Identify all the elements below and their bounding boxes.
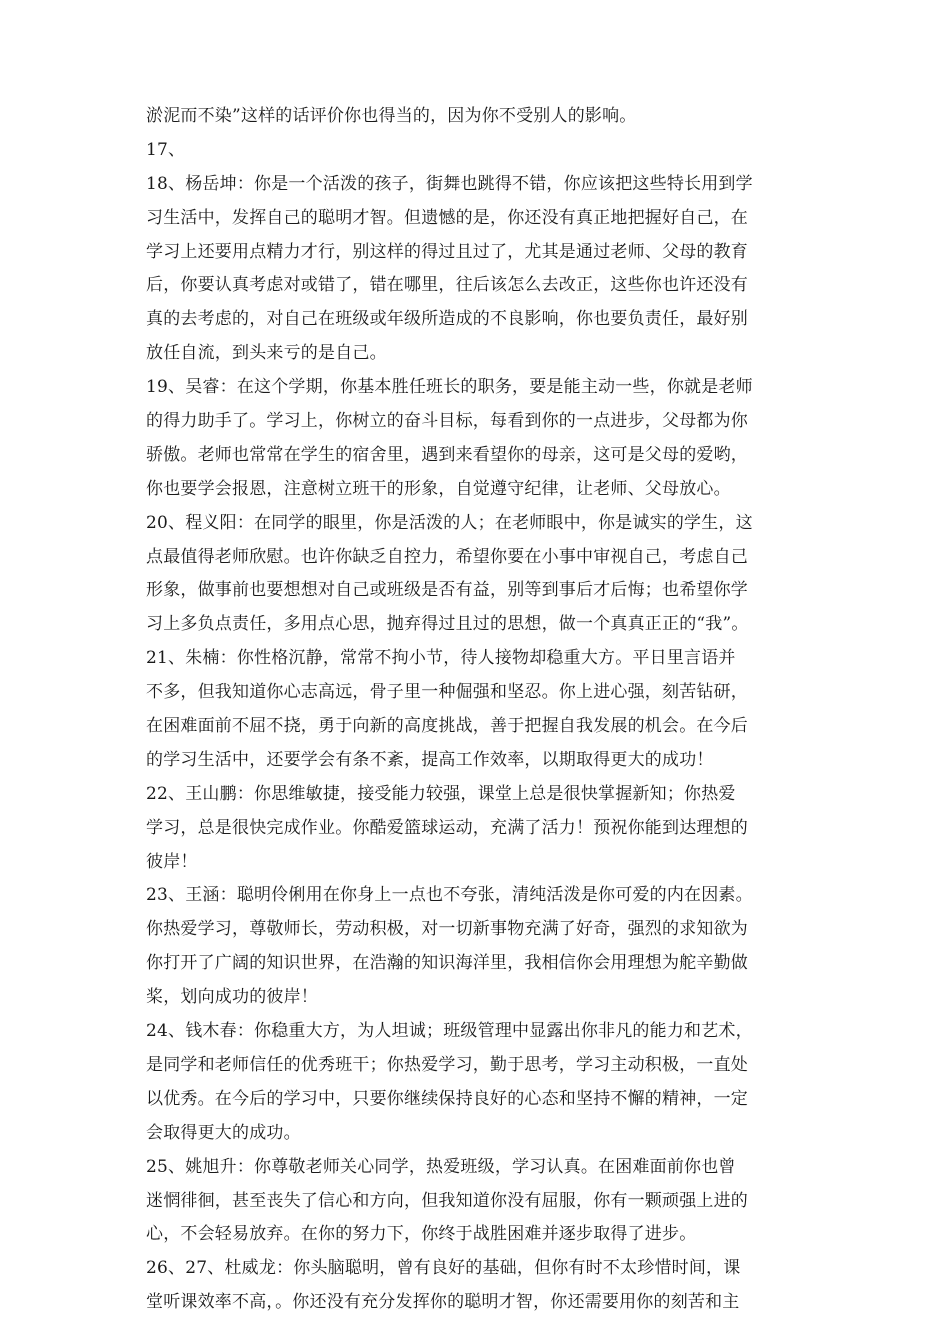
text-line: 23、王涵：聪明伶俐用在你身上一点也不夸张，清纯活泼是你可爱的内在因素。	[146, 885, 753, 906]
text-line: 习生活中，发挥自己的聪明才智。但遗憾的是，你还没有真正地把握好自己，在	[146, 207, 748, 228]
text-line: 21、朱楠：你性格沉静，常常不拘小节，待人接物却稳重大方。平日里言语并	[146, 648, 736, 669]
text-line: 习上多负点责任，多用点心思，抛弃得过且过的思想，做一个真真正正的“我”。	[146, 614, 749, 635]
document-body	[146, 100, 818, 1320]
text-line: 桨，划向成功的彼岸！	[146, 987, 318, 1008]
text-line: 25、姚旭升：你尊敬老师关心同学，热爱班级，学习认真。在困难面前你也曾	[146, 1156, 736, 1177]
text-line: 18、杨岳坤：你是一个活泼的孩子，街舞也跳得不错，你应该把这些特长用到学	[146, 173, 753, 194]
text-line: 17、	[146, 139, 186, 160]
text-line: 学习上还要用点精力才行，别这样的得过且过了，尤其是通过老师、父母的教育	[146, 241, 748, 262]
text-line: 后，你要认真考虑对或错了，错在哪里，往后该怎么去改正，这些你也许还没有	[146, 275, 748, 296]
text-line: 你打开了广阔的知识世界，在浩瀚的知识海洋里，我相信你会用理想为舵辛勤做	[146, 953, 748, 974]
text-line: 你热爱学习，尊敬师长，劳动积极，对一切新事物充满了好奇，强烈的求知欲为	[146, 919, 748, 940]
text-line: 骄傲。老师也常常在学生的宿舍里，遇到来看望你的母亲，这可是父母的爱哟，	[146, 444, 748, 465]
text-line: 形象，做事前也要想想对自己或班级是否有益，别等到事后才后悔；也希望你学	[146, 580, 748, 601]
text-line: 淤泥而不染”这样的话评价你也得当的，因为你不受别人的影响。	[146, 106, 637, 126]
text-line: 在困难面前不屈不挠，勇于向新的高度挑战，善于把握自我发展的机会。在今后	[146, 716, 748, 737]
text-line: 真的去考虑的，对自己在班级或年级所造成的不良影响，你也要负责任，最好别	[146, 309, 748, 330]
text-line: 放任自流，到头来亏的是自己。	[146, 343, 387, 364]
text-line: 以优秀。在今后的学习中，只要你继续保持良好的心态和坚持不懈的精神，一定	[146, 1088, 748, 1109]
text-line: 心，不会轻易放弃。在你的努力下，你终于战胜困难并逐步取得了进步。	[146, 1224, 697, 1245]
text-line: 点最值得老师欣慰。也许你缺乏自控力，希望你要在小事中审视自己，考虑自己	[146, 546, 748, 567]
text-line: 是同学和老师信任的优秀班干；你热爱学习，勤于思考，学习主动积极，一直处	[146, 1054, 748, 1075]
text-line: 你也要学会报恩，注意树立班干的形象，自觉遵守纪律，让老师、父母放心。	[146, 478, 731, 499]
text-line: 彼岸！	[146, 851, 198, 872]
text-line: 22、王山鹏：你思维敏捷，接受能力较强，课堂上总是很快掌握新知；你热爱	[146, 783, 736, 804]
text-line: 会取得更大的成功。	[146, 1122, 301, 1143]
text-line: 学习，总是很快完成作业。你酷爱篮球运动，充满了活力！预祝你能到达理想的	[146, 817, 748, 838]
text-line: 不多，但我知道你心志高远，骨子里一种倔强和坚忍。你上进心强，刻苦钻研，	[146, 682, 748, 703]
text-line: 20、程义阳：在同学的眼里，你是活泼的人；在老师眼中，你是诚实的学生，这	[146, 512, 753, 533]
text-line: 的得力助手了。学习上，你树立的奋斗目标，每看到你的一点进步，父母都为你	[146, 411, 748, 432]
text-line: 19、吴睿：在这个学期，你基本胜任班长的职务，要是能主动一些，你就是老师	[146, 377, 753, 398]
text-line: 26、27、杜威龙：你头脑聪明，曾有良好的基础，但你有时不太珍惜时间，课	[146, 1258, 741, 1279]
text-line: 迷惘徘徊，甚至丧失了信心和方向，但我知道你没有屈服，你有一颗顽强上进的	[146, 1190, 748, 1211]
text-line: 堂听课效率不高，。你还没有充分发挥你的聪明才智，你还需要用你的刻苦和主	[146, 1292, 740, 1313]
text-line: 24、钱木春：你稳重大方，为人坦诚；班级管理中显露出你非凡的能力和艺术，	[146, 1021, 753, 1042]
text-line: 的学习生活中，还要学会有条不紊，提高工作效率，以期取得更大的成功！	[146, 749, 714, 770]
